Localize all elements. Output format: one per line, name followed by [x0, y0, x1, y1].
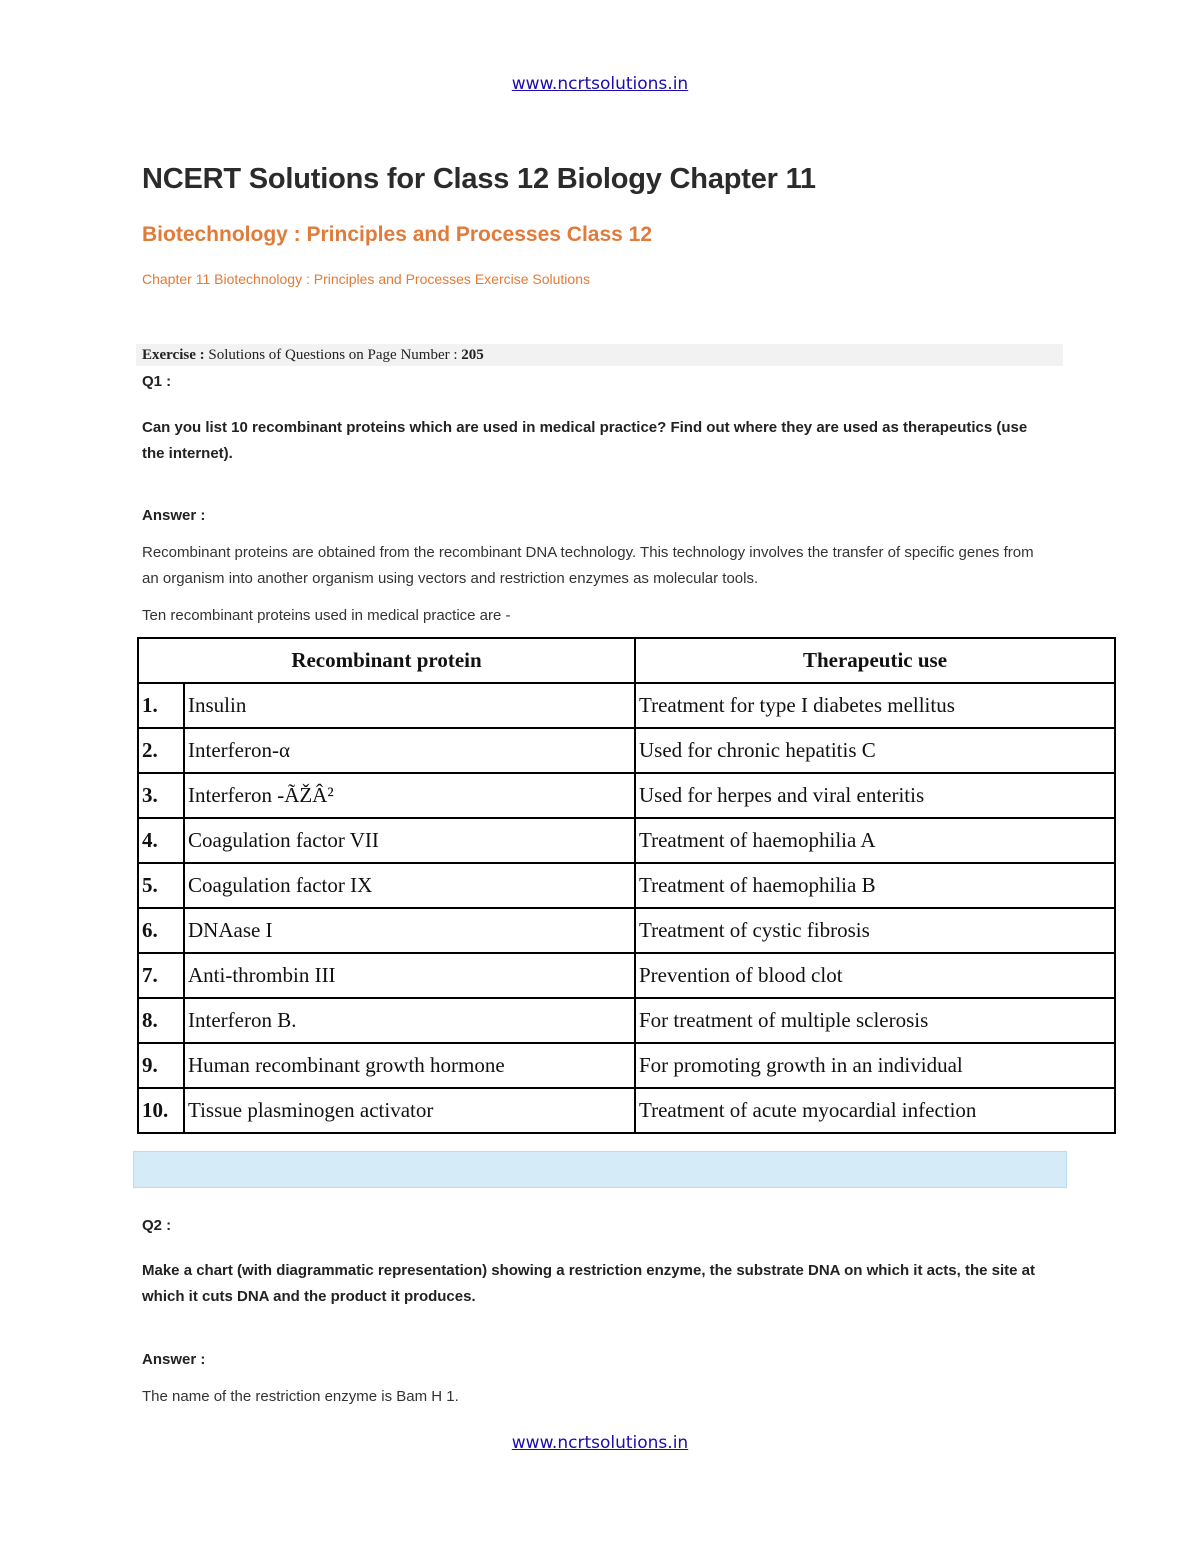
row-use: Treatment for type I diabetes mellitus: [635, 683, 1115, 728]
q1-answer-paragraph-2: Ten recombinant proteins used in medical practice are -: [142, 607, 511, 624]
header-recombinant-protein: Recombinant protein: [138, 638, 635, 683]
row-protein: Coagulation factor VII: [184, 818, 635, 863]
row-protein: DNAase I: [184, 908, 635, 953]
row-protein: Insulin: [184, 683, 635, 728]
q2-question: Make a chart (with diagrammatic representation) showing a restriction enzyme, the substrate DNA on which it acts, the site at which it cuts DNA and the product it produces.: [142, 1262, 1035, 1305]
table-row: [138, 1043, 1115, 1088]
exercise-label: Exercise :: [142, 347, 205, 363]
header-therapeutic-use: Therapeutic use: [635, 638, 1115, 683]
exercise-page-number: 205: [461, 347, 484, 363]
q1-answer-paragraph-1: Recombinant proteins are obtained from the recombinant DNA technology. This technology involves the transfer of specific genes from an organism into another organism using vectors and restriction enzymes as molecular tools.: [142, 544, 1034, 587]
q2-label: Q2 :: [142, 1217, 172, 1234]
q2-answer-label: Answer :: [142, 1351, 206, 1368]
row-number: 8.: [138, 998, 184, 1043]
exercise-text: Solutions of Questions on Page Number :: [208, 347, 458, 363]
row-number: 1.: [138, 683, 184, 728]
row-number: 10.: [138, 1088, 184, 1133]
row-protein: Interferon B.: [184, 998, 635, 1043]
row-protein: Coagulation factor IX: [184, 863, 635, 908]
exercise-bar: [136, 344, 1063, 366]
row-number: 2.: [138, 728, 184, 773]
row-use: For treatment of multiple sclerosis: [635, 998, 1115, 1043]
table-header-row: [138, 638, 1115, 683]
q1-question: Can you list 10 recombinant proteins which are used in medical practice? Find out where they are used as therapeutics (use the internet).: [142, 419, 1028, 462]
table-row: [138, 818, 1115, 863]
page-subtitle: Biotechnology : Principles and Processes Class 12: [142, 223, 653, 246]
q2-answer-paragraph-1: The name of the restriction enzyme is Bam H 1.: [142, 1388, 459, 1405]
row-number: 5.: [138, 863, 184, 908]
row-number: 7.: [138, 953, 184, 998]
row-use: For promoting growth in an individual: [635, 1043, 1115, 1088]
table-row: [138, 863, 1115, 908]
row-number: 6.: [138, 908, 184, 953]
row-protein: Interferon -ÃŽÂ²: [184, 773, 635, 818]
row-protein: Interferon-α: [184, 728, 635, 773]
table-row: [138, 773, 1115, 818]
row-number: 9.: [138, 1043, 184, 1088]
row-protein: Anti-thrombin III: [184, 953, 635, 998]
chapter-line: Chapter 11 Biotechnology : Principles and Processes Exercise Solutions: [142, 271, 590, 287]
section-divider-band: [133, 1151, 1067, 1188]
row-use: Treatment of haemophilia A: [635, 818, 1115, 863]
recombinant-proteins-table: [137, 637, 1116, 1134]
q1-label: Q1 :: [142, 373, 172, 390]
row-protein: Tissue plasminogen activator: [184, 1088, 635, 1133]
page-title: NCERT Solutions for Class 12 Biology Chapter 11: [142, 163, 816, 195]
table-row: [138, 953, 1115, 998]
row-use: Used for chronic hepatitis C: [635, 728, 1115, 773]
row-use: Prevention of blood clot: [635, 953, 1115, 998]
row-use: Treatment of cystic fibrosis: [635, 908, 1115, 953]
site-link-top[interactable]: www.ncrtsolutions.in: [511, 74, 689, 94]
row-protein: Human recombinant growth hormone: [184, 1043, 635, 1088]
site-link-bottom[interactable]: www.ncrtsolutions.in: [511, 1433, 689, 1453]
q1-answer-label: Answer :: [142, 507, 206, 524]
table-row: [138, 683, 1115, 728]
table-row: [138, 728, 1115, 773]
row-use: Treatment of acute myocardial infection: [635, 1088, 1115, 1133]
table-row: [138, 908, 1115, 953]
table-row: [138, 998, 1115, 1043]
row-number: 4.: [138, 818, 184, 863]
table-row: [138, 1088, 1115, 1133]
row-use: Treatment of haemophilia B: [635, 863, 1115, 908]
row-number: 3.: [138, 773, 184, 818]
row-use: Used for herpes and viral enteritis: [635, 773, 1115, 818]
